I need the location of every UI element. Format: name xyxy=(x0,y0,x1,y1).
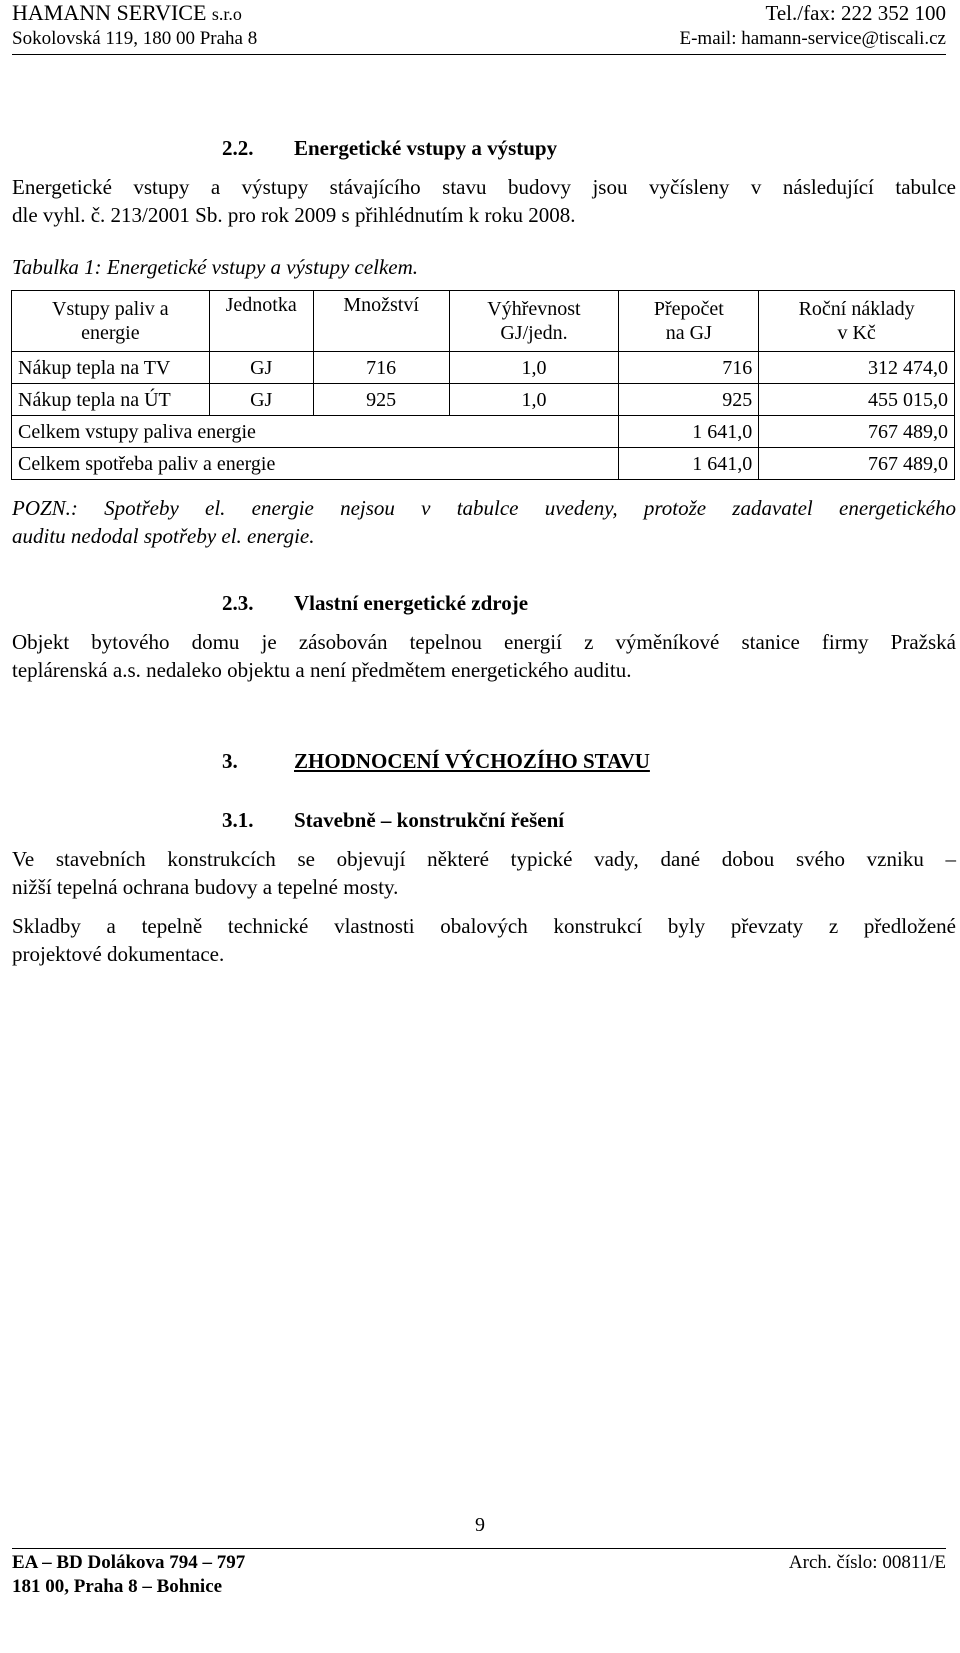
company-phone: Tel./fax: 222 352 100 xyxy=(765,1,946,25)
paragraph-line: nižší tepelná ochrana budovy a tepelné mosty. xyxy=(12,875,399,899)
section-2-2-heading xyxy=(222,135,557,161)
header-cell: Jednotka xyxy=(209,291,313,352)
table-cell: 716 xyxy=(619,352,759,384)
header-divider xyxy=(12,54,946,55)
table-cell: Nákup tepla na ÚT xyxy=(12,384,210,416)
note-line: auditu nedodal spotřeby el. energie. xyxy=(12,524,315,548)
energy-table xyxy=(11,290,955,480)
section-2-3-paragraph xyxy=(12,628,956,684)
company-name xyxy=(12,0,242,27)
paragraph-line: projektové dokumentace. xyxy=(12,942,225,966)
company-name-suffix: s.r.o xyxy=(211,4,242,24)
header-cell: Roční náklady v Kč xyxy=(759,291,955,352)
paragraph-line: Ve stavebních konstrukcích se objevují některé typické vady, dané dobou svého vzniku – xyxy=(12,847,956,871)
paragraph-line: Energetické vstupy a výstupy stávajícího stavu budovy jsou vyčísleny v následující tabulce xyxy=(12,175,956,199)
section-2-3-heading xyxy=(222,590,528,616)
table-cell: 1 641,0 xyxy=(619,416,759,448)
paragraph-line: teplárenská a.s. nedaleko objektu a není předmětem energetického auditu. xyxy=(12,658,632,682)
paragraph-line: Skladby a tepelně technické vlastnosti obalových konstrukcí byly převzaty z předložené xyxy=(12,914,956,938)
section-3-1-heading xyxy=(222,807,564,833)
table-header-row xyxy=(12,291,955,352)
table-cell: Nákup tepla na TV xyxy=(12,352,210,384)
table-cell: GJ xyxy=(209,384,313,416)
table-total-row xyxy=(12,448,955,480)
header-cell: Množství xyxy=(313,291,449,352)
company-email: E-mail: hamann-service@tiscali.cz xyxy=(679,28,946,49)
footer-divider xyxy=(12,1548,946,1549)
note-line: POZN.: Spotřeby el. energie nejsou v tabulce uvedeny, protože zadavatel energetického xyxy=(12,496,956,520)
section-3-1-paragraph-2 xyxy=(12,912,956,968)
table-cell: 716 xyxy=(313,352,449,384)
table-cell: 767 489,0 xyxy=(759,416,955,448)
section-number: 3.1. xyxy=(222,808,254,832)
table-cell: Celkem spotřeba paliv a energie xyxy=(12,448,619,480)
footer-archive-number: Arch. číslo: 00811/E xyxy=(788,1552,946,1573)
paragraph-line: Objekt bytového domu je zásobován tepelnou energií z výměníkové stanice firmy Pražská xyxy=(12,630,956,654)
table-cell: 1,0 xyxy=(449,384,619,416)
section-number: 2.3. xyxy=(222,591,254,615)
table-row xyxy=(12,384,955,416)
table-cell: 925 xyxy=(619,384,759,416)
section-title: Energetické vstupy a výstupy xyxy=(294,136,558,160)
page-number: 9 xyxy=(475,1514,485,1536)
header-cell: Přepočet na GJ xyxy=(619,291,759,352)
table-cell: 1 641,0 xyxy=(619,448,759,480)
company-address: Sokolovská 119, 180 00 Praha 8 xyxy=(12,28,258,49)
section-3-heading xyxy=(222,748,650,774)
section-number: 3. xyxy=(222,749,238,773)
table-cell: GJ xyxy=(209,352,313,384)
section-number: 2.2. xyxy=(222,136,254,160)
table-caption: Tabulka 1: Energetické vstupy a výstupy celkem. xyxy=(12,255,419,279)
section-title: ZHODNOCENÍ VÝCHOZÍHO STAVU xyxy=(294,749,650,773)
header-cell: Výhřevnost GJ/jedn. xyxy=(449,291,619,352)
section-3-1-paragraph-1 xyxy=(12,845,956,901)
section-title: Vlastní energetické zdroje xyxy=(294,591,529,615)
table-row xyxy=(12,352,955,384)
table-cell: 455 015,0 xyxy=(759,384,955,416)
section-2-2-paragraph xyxy=(12,173,956,229)
table-total-row xyxy=(12,416,955,448)
table-note xyxy=(12,494,956,550)
header-cell: Vstupy paliv a energie xyxy=(12,291,210,352)
company-name-main: HAMANN SERVICE xyxy=(12,0,207,25)
table-cell: 767 489,0 xyxy=(759,448,955,480)
table-cell: 1,0 xyxy=(449,352,619,384)
table-cell: 925 xyxy=(313,384,449,416)
footer-address: 181 00, Praha 8 – Bohnice xyxy=(12,1576,223,1597)
paragraph-line: dle vyhl. č. 213/2001 Sb. pro rok 2009 s přihlédnutím k roku 2008. xyxy=(12,203,576,227)
table-cell: Celkem vstupy paliva energie xyxy=(12,416,619,448)
section-title: Stavebně – konstrukční řešení xyxy=(294,808,565,832)
footer-project: EA – BD Dolákova 794 – 797 xyxy=(12,1552,246,1573)
table-cell: 312 474,0 xyxy=(759,352,955,384)
